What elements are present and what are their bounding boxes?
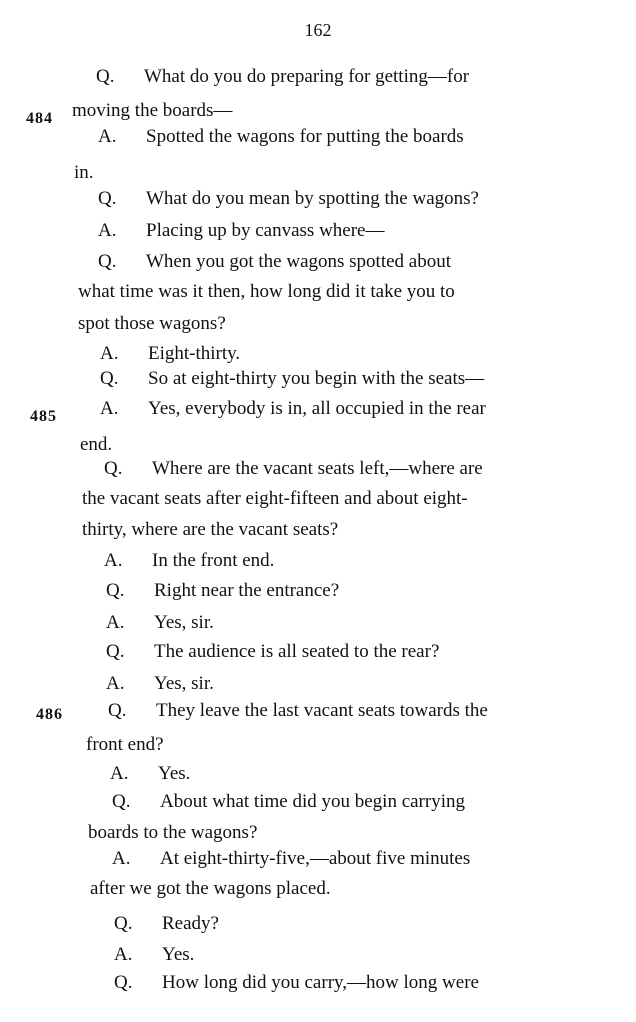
page-number: 162 bbox=[304, 20, 332, 40]
line-text: So at eight-thirty you begin with the seats— bbox=[148, 368, 485, 389]
transcript-line bbox=[106, 580, 339, 602]
transcript-line bbox=[112, 848, 470, 870]
transcript-line bbox=[100, 343, 240, 365]
line-text: the vacant seats after eight-fifteen and about eight- bbox=[82, 488, 468, 509]
line-text: Yes. bbox=[162, 944, 195, 965]
transcript-line bbox=[98, 188, 479, 210]
line-text: Yes, everybody is in, all occupied in the rear bbox=[148, 398, 486, 419]
transcript-line bbox=[106, 673, 214, 695]
line-text: boards to the wagons? bbox=[88, 822, 258, 843]
transcript-line bbox=[106, 612, 214, 634]
transcript-line bbox=[72, 100, 232, 122]
transcript-line bbox=[114, 913, 219, 935]
speaker-label: Q. bbox=[96, 66, 115, 87]
line-text: How long did you carry,—how long were bbox=[162, 972, 479, 993]
speaker-label: Q. bbox=[108, 700, 127, 721]
speaker-label: A. bbox=[98, 126, 117, 147]
speaker-label: A. bbox=[106, 673, 125, 694]
transcript-line bbox=[114, 944, 194, 966]
speaker-label: A. bbox=[98, 220, 117, 241]
margin-line-number: 484 bbox=[26, 110, 53, 127]
speaker-label: A. bbox=[110, 763, 129, 784]
line-text: The audience is all seated to the rear? bbox=[154, 641, 440, 662]
transcript-line bbox=[98, 126, 464, 148]
line-text: What do you do preparing for getting—for bbox=[144, 66, 470, 87]
line-text: At eight-thirty-five,—about five minutes bbox=[160, 848, 471, 869]
speaker-label: Q. bbox=[114, 972, 133, 993]
speaker-label: A. bbox=[100, 343, 119, 364]
line-text: Spotted the wagons for putting the boards bbox=[146, 126, 464, 147]
speaker-label: Q. bbox=[104, 458, 123, 479]
line-text: what time was it then, how long did it take you to bbox=[78, 281, 455, 302]
line-text: Where are the vacant seats left,—where are bbox=[152, 458, 483, 479]
transcript-line bbox=[114, 972, 479, 994]
line-text: thirty, where are the vacant seats? bbox=[82, 519, 339, 540]
line-text: Ready? bbox=[162, 913, 219, 934]
transcript-line bbox=[86, 734, 164, 756]
transcript-line bbox=[108, 700, 488, 722]
line-text: In the front end. bbox=[152, 550, 275, 571]
transcript-line bbox=[100, 398, 486, 420]
speaker-label: A. bbox=[114, 944, 133, 965]
line-text: About what time did you begin carrying bbox=[160, 791, 465, 812]
line-text: Yes. bbox=[158, 763, 191, 784]
speaker-label: Q. bbox=[98, 251, 117, 272]
transcript-line bbox=[90, 878, 331, 900]
line-text: end. bbox=[80, 434, 113, 455]
line-text: When you got the wagons spotted about bbox=[146, 251, 452, 272]
line-text: Placing up by canvass where— bbox=[146, 220, 385, 241]
transcript-line bbox=[104, 550, 274, 572]
line-text: Right near the entrance? bbox=[154, 580, 340, 601]
speaker-label: A. bbox=[100, 398, 119, 419]
line-text: in. bbox=[74, 162, 94, 183]
speaker-label: Q. bbox=[98, 188, 117, 209]
speaker-label: A. bbox=[104, 550, 123, 571]
speaker-label: Q. bbox=[112, 791, 131, 812]
speaker-label: A. bbox=[112, 848, 131, 869]
transcript-line bbox=[110, 763, 190, 785]
transcript-line bbox=[78, 281, 455, 303]
transcript-line bbox=[88, 822, 257, 844]
line-text: What do you mean by spotting the wagons? bbox=[146, 188, 479, 209]
margin-line-number: 485 bbox=[30, 408, 57, 425]
line-text: front end? bbox=[86, 734, 164, 755]
line-text: Eight-thirty. bbox=[148, 343, 241, 364]
transcript-line bbox=[106, 641, 439, 663]
transcript-line bbox=[98, 220, 385, 242]
transcript-line bbox=[78, 313, 226, 335]
speaker-label: Q. bbox=[106, 580, 125, 601]
margin-line-number: 486 bbox=[36, 706, 63, 723]
line-text: spot those wagons? bbox=[78, 313, 226, 334]
speaker-label: Q. bbox=[106, 641, 125, 662]
line-text: Yes, sir. bbox=[154, 612, 214, 633]
line-text: Yes, sir. bbox=[154, 673, 214, 694]
transcript-line bbox=[100, 368, 484, 390]
line-text: They leave the last vacant seats towards the bbox=[156, 700, 488, 721]
transcript-line bbox=[80, 434, 112, 456]
speaker-label: Q. bbox=[100, 368, 119, 389]
transcript-line bbox=[82, 488, 468, 510]
transcript-line bbox=[74, 162, 94, 184]
line-text: after we got the wagons placed. bbox=[90, 878, 331, 899]
line-text: moving the boards— bbox=[72, 100, 233, 121]
speaker-label: Q. bbox=[114, 913, 133, 934]
speaker-label: A. bbox=[106, 612, 125, 633]
transcript-line bbox=[104, 458, 483, 480]
transcript-line bbox=[112, 791, 465, 813]
transcript-line bbox=[82, 519, 338, 541]
transcript-line bbox=[98, 251, 451, 273]
transcript-line bbox=[96, 66, 596, 88]
